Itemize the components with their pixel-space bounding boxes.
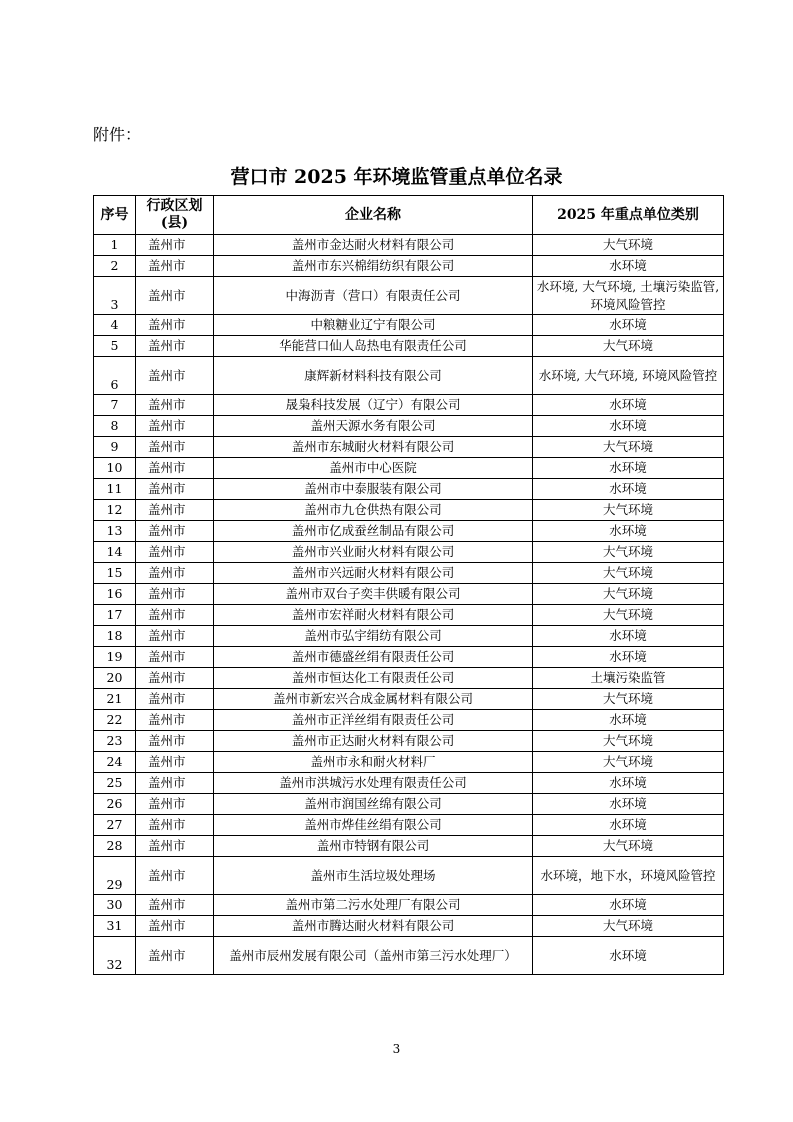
cell-name: 盖州市新宏兴合成金属材料有限公司 bbox=[214, 689, 533, 710]
cell-category: 大气环境 bbox=[533, 731, 724, 752]
table-row bbox=[94, 731, 724, 752]
cell-name: 盖州市润国丝绵有限公司 bbox=[214, 794, 533, 815]
cell-no: 27 bbox=[94, 815, 136, 836]
cell-name: 盖州市弘宇绢纺有限公司 bbox=[214, 626, 533, 647]
cell-no: 24 bbox=[94, 752, 136, 773]
cell-region: 盖州市 bbox=[136, 895, 214, 916]
cell-region: 盖州市 bbox=[136, 668, 214, 689]
cell-name: 盖州市东城耐火材料有限公司 bbox=[214, 437, 533, 458]
cell-category: 大气环境 bbox=[533, 563, 724, 584]
cell-region: 盖州市 bbox=[136, 437, 214, 458]
cell-category: 水环境 bbox=[533, 895, 724, 916]
table-row bbox=[94, 836, 724, 857]
cell-no: 6 bbox=[94, 357, 136, 395]
table-row bbox=[94, 710, 724, 731]
table-row bbox=[94, 357, 724, 395]
cell-region: 盖州市 bbox=[136, 731, 214, 752]
table-row bbox=[94, 277, 724, 315]
cell-region: 盖州市 bbox=[136, 277, 214, 315]
table-row bbox=[94, 605, 724, 626]
cell-region: 盖州市 bbox=[136, 235, 214, 256]
cell-category: 水环境 bbox=[533, 626, 724, 647]
cell-name: 盖州市亿成蚕丝制品有限公司 bbox=[214, 521, 533, 542]
cell-region: 盖州市 bbox=[136, 710, 214, 731]
cell-no: 5 bbox=[94, 336, 136, 357]
cell-region: 盖州市 bbox=[136, 605, 214, 626]
table-row bbox=[94, 500, 724, 521]
cell-no: 16 bbox=[94, 584, 136, 605]
table-row bbox=[94, 542, 724, 563]
cell-category: 大气环境 bbox=[533, 500, 724, 521]
cell-category: 水环境，地下水，环境风险管控 bbox=[533, 857, 724, 895]
cell-category: 大气环境 bbox=[533, 336, 724, 357]
cell-no: 15 bbox=[94, 563, 136, 584]
table-row bbox=[94, 668, 724, 689]
cell-name: 盖州市双台子奕丰供暖有限公司 bbox=[214, 584, 533, 605]
cell-no: 19 bbox=[94, 647, 136, 668]
cell-no: 10 bbox=[94, 458, 136, 479]
cell-no: 23 bbox=[94, 731, 136, 752]
cell-category: 大气环境 bbox=[533, 752, 724, 773]
cell-name: 盖州市九仓供热有限公司 bbox=[214, 500, 533, 521]
cell-name: 盖州市东兴棉绢纺织有限公司 bbox=[214, 256, 533, 277]
cell-region: 盖州市 bbox=[136, 479, 214, 500]
cell-name: 盖州市生活垃圾处理场 bbox=[214, 857, 533, 895]
cell-name: 盖州市金达耐火材料有限公司 bbox=[214, 235, 533, 256]
cell-category: 水环境 bbox=[533, 773, 724, 794]
table-row bbox=[94, 584, 724, 605]
cell-no: 29 bbox=[94, 857, 136, 895]
cell-no: 3 bbox=[94, 277, 136, 315]
cell-category: 大气环境 bbox=[533, 689, 724, 710]
table-row bbox=[94, 256, 724, 277]
cell-no: 4 bbox=[94, 315, 136, 336]
cell-region: 盖州市 bbox=[136, 937, 214, 975]
cell-region: 盖州市 bbox=[136, 836, 214, 857]
cell-name: 中粮糖业辽宁有限公司 bbox=[214, 315, 533, 336]
attachment-label: 附件： bbox=[93, 125, 142, 144]
cell-name: 盖州市烨佳丝绢有限公司 bbox=[214, 815, 533, 836]
cell-category: 水环境 bbox=[533, 395, 724, 416]
cell-region: 盖州市 bbox=[136, 857, 214, 895]
cell-region: 盖州市 bbox=[136, 689, 214, 710]
table-header-row bbox=[94, 196, 724, 235]
cell-name: 盖州市腾达耐火材料有限公司 bbox=[214, 916, 533, 937]
table-row bbox=[94, 895, 724, 916]
table-row bbox=[94, 916, 724, 937]
table-row bbox=[94, 563, 724, 584]
table-row bbox=[94, 647, 724, 668]
cell-region: 盖州市 bbox=[136, 315, 214, 336]
table-row bbox=[94, 626, 724, 647]
cell-no: 20 bbox=[94, 668, 136, 689]
cell-no: 1 bbox=[94, 235, 136, 256]
table-row bbox=[94, 937, 724, 975]
cell-region: 盖州市 bbox=[136, 815, 214, 836]
cell-no: 9 bbox=[94, 437, 136, 458]
cell-name: 盖州市中泰服装有限公司 bbox=[214, 479, 533, 500]
cell-no: 8 bbox=[94, 416, 136, 437]
table-row bbox=[94, 773, 724, 794]
cell-no: 30 bbox=[94, 895, 136, 916]
cell-name: 康辉新材料科技有限公司 bbox=[214, 357, 533, 395]
cell-region: 盖州市 bbox=[136, 357, 214, 395]
table-row bbox=[94, 815, 724, 836]
cell-name: 盖州市兴业耐火材料有限公司 bbox=[214, 542, 533, 563]
cell-name: 盖州市德盛丝绢有限责任公司 bbox=[214, 647, 533, 668]
header-category: 2025 年重点单位类别 bbox=[533, 196, 724, 235]
cell-category: 水环境 bbox=[533, 815, 724, 836]
header-region: 行政区划(县) bbox=[136, 196, 214, 235]
cell-no: 14 bbox=[94, 542, 136, 563]
cell-category: 水环境, 大气环境, 环境风险管控 bbox=[533, 357, 724, 395]
cell-region: 盖州市 bbox=[136, 752, 214, 773]
cell-no: 12 bbox=[94, 500, 136, 521]
cell-name: 中海沥青（营口）有限责任公司 bbox=[214, 277, 533, 315]
document-title: 营口市 2025 年环境监管重点单位名录 bbox=[230, 166, 563, 188]
cell-name: 盖州市洪城污水处理有限责任公司 bbox=[214, 773, 533, 794]
cell-category: 水环境 bbox=[533, 458, 724, 479]
cell-category: 水环境, 大气环境, 土壤污染监管, 环境风险管控 bbox=[533, 277, 724, 315]
table-row bbox=[94, 689, 724, 710]
cell-category: 水环境 bbox=[533, 479, 724, 500]
cell-no: 17 bbox=[94, 605, 136, 626]
cell-category: 土壤污染监管 bbox=[533, 668, 724, 689]
cell-name: 盖州市宏祥耐火材料有限公司 bbox=[214, 605, 533, 626]
table-row bbox=[94, 395, 724, 416]
cell-no: 22 bbox=[94, 710, 136, 731]
header-name: 企业名称 bbox=[214, 196, 533, 235]
cell-category: 大气环境 bbox=[533, 584, 724, 605]
table-row bbox=[94, 752, 724, 773]
cell-region: 盖州市 bbox=[136, 521, 214, 542]
cell-category: 水环境 bbox=[533, 256, 724, 277]
page-number: 3 bbox=[392, 1042, 401, 1056]
cell-region: 盖州市 bbox=[136, 416, 214, 437]
table-row bbox=[94, 416, 724, 437]
key-units-table bbox=[93, 195, 724, 975]
cell-name: 盖州市恒达化工有限责任公司 bbox=[214, 668, 533, 689]
cell-region: 盖州市 bbox=[136, 563, 214, 584]
cell-category: 水环境 bbox=[533, 416, 724, 437]
cell-name: 盖州市正达耐火材料有限公司 bbox=[214, 731, 533, 752]
cell-region: 盖州市 bbox=[136, 458, 214, 479]
cell-category: 水环境 bbox=[533, 710, 724, 731]
cell-no: 2 bbox=[94, 256, 136, 277]
cell-name: 盖州市永和耐火材料厂 bbox=[214, 752, 533, 773]
table-row bbox=[94, 437, 724, 458]
cell-category: 大气环境 bbox=[533, 542, 724, 563]
cell-region: 盖州市 bbox=[136, 500, 214, 521]
cell-region: 盖州市 bbox=[136, 626, 214, 647]
cell-name: 盖州市特钢有限公司 bbox=[214, 836, 533, 857]
cell-category: 水环境 bbox=[533, 647, 724, 668]
table-row bbox=[94, 315, 724, 336]
header-no: 序号 bbox=[94, 196, 136, 235]
table-row bbox=[94, 235, 724, 256]
cell-region: 盖州市 bbox=[136, 916, 214, 937]
cell-name: 盖州市辰州发展有限公司（盖州市第三污水处理厂） bbox=[214, 937, 533, 975]
cell-no: 7 bbox=[94, 395, 136, 416]
cell-name: 盖州天源水务有限公司 bbox=[214, 416, 533, 437]
cell-region: 盖州市 bbox=[136, 584, 214, 605]
cell-region: 盖州市 bbox=[136, 794, 214, 815]
cell-region: 盖州市 bbox=[136, 647, 214, 668]
cell-no: 11 bbox=[94, 479, 136, 500]
cell-category: 大气环境 bbox=[533, 836, 724, 857]
cell-no: 13 bbox=[94, 521, 136, 542]
cell-no: 28 bbox=[94, 836, 136, 857]
cell-no: 32 bbox=[94, 937, 136, 975]
cell-name: 晟枭科技发展（辽宁）有限公司 bbox=[214, 395, 533, 416]
cell-region: 盖州市 bbox=[136, 542, 214, 563]
cell-no: 18 bbox=[94, 626, 136, 647]
cell-category: 大气环境 bbox=[533, 605, 724, 626]
cell-category: 水环境 bbox=[533, 937, 724, 975]
cell-no: 25 bbox=[94, 773, 136, 794]
table-row bbox=[94, 857, 724, 895]
cell-region: 盖州市 bbox=[136, 395, 214, 416]
cell-category: 水环境 bbox=[533, 521, 724, 542]
cell-name: 盖州市第二污水处理厂有限公司 bbox=[214, 895, 533, 916]
cell-name: 盖州市中心医院 bbox=[214, 458, 533, 479]
cell-category: 大气环境 bbox=[533, 916, 724, 937]
table-row bbox=[94, 794, 724, 815]
cell-name: 华能营口仙人岛热电有限责任公司 bbox=[214, 336, 533, 357]
cell-category: 水环境 bbox=[533, 794, 724, 815]
cell-name: 盖州市正洋丝绢有限责任公司 bbox=[214, 710, 533, 731]
cell-no: 21 bbox=[94, 689, 136, 710]
cell-region: 盖州市 bbox=[136, 256, 214, 277]
table-row bbox=[94, 336, 724, 357]
cell-category: 大气环境 bbox=[533, 437, 724, 458]
cell-region: 盖州市 bbox=[136, 336, 214, 357]
table-row bbox=[94, 521, 724, 542]
table-row bbox=[94, 479, 724, 500]
cell-name: 盖州市兴远耐火材料有限公司 bbox=[214, 563, 533, 584]
cell-region: 盖州市 bbox=[136, 773, 214, 794]
cell-no: 26 bbox=[94, 794, 136, 815]
cell-category: 大气环境 bbox=[533, 235, 724, 256]
table-row bbox=[94, 458, 724, 479]
cell-category: 水环境 bbox=[533, 315, 724, 336]
cell-no: 31 bbox=[94, 916, 136, 937]
